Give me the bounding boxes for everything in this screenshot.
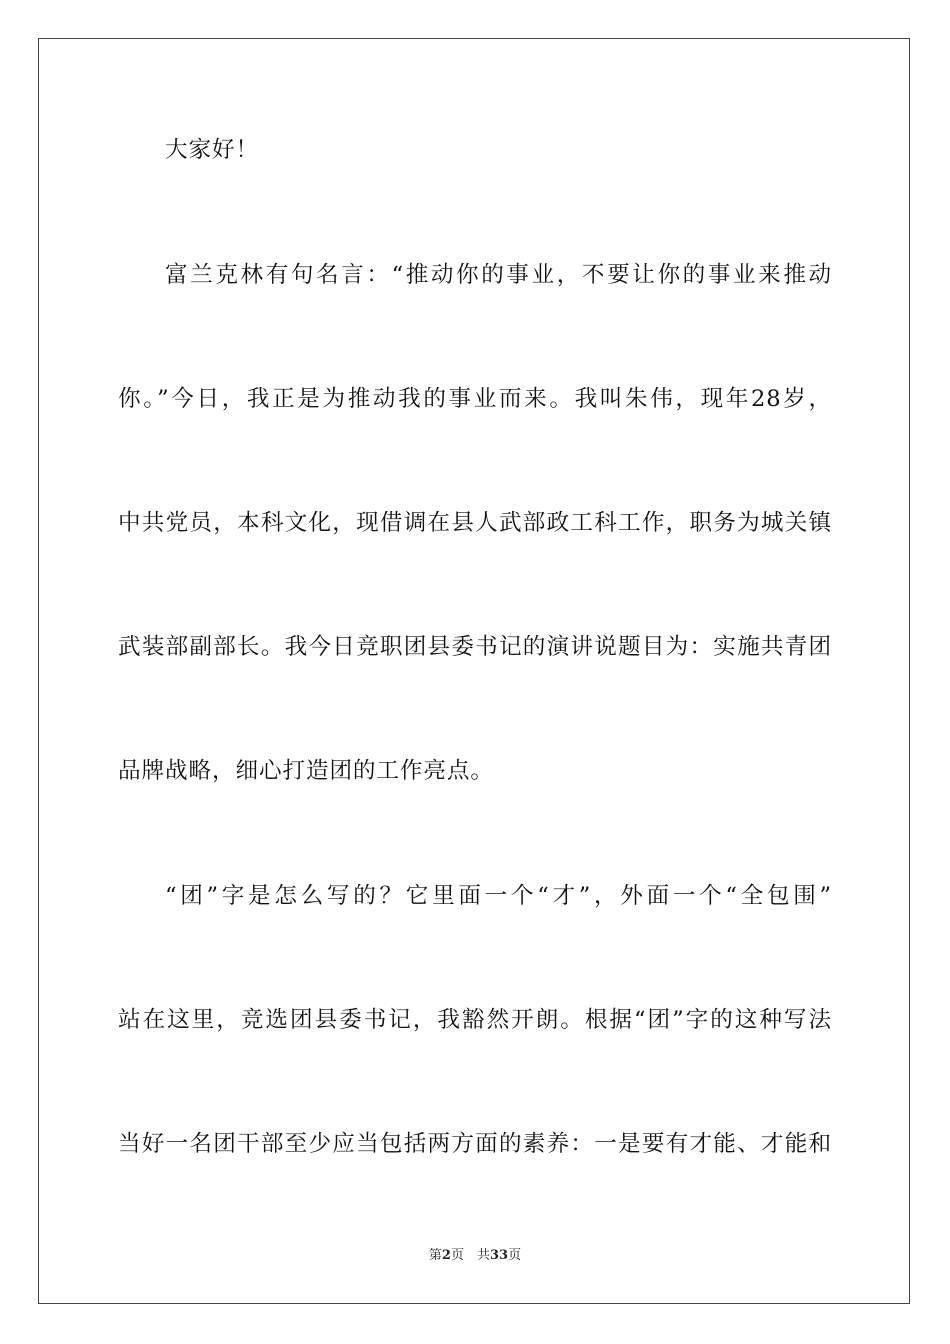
text-line: 中共党员，本科文化，现借调在县人武部政工科工作，职务为城关镇: [118, 510, 832, 536]
page-footer: [0, 1246, 950, 1266]
text-line: 品牌战略，细心打造团的工作亮点。: [118, 758, 494, 784]
text-line: 站在这里，竞选团县委书记，我豁然开朗。根据“团”字的这种写法: [118, 1007, 832, 1033]
footer-suffix: 页: [508, 1248, 522, 1263]
text-line: 你。”今日，我正是为推动我的事业而来。我叫朱伟，现年28岁，: [118, 386, 832, 412]
page-frame: [38, 38, 910, 1304]
text-line: 武装部副部长。我今日竞职团县委书记的演讲说题目为：实施共青团: [118, 634, 832, 660]
footer-mid: 页 共: [450, 1248, 490, 1263]
text-line: 富兰克林有句名言：“推动你的事业，不要让你的事业来推动: [165, 262, 832, 288]
footer-prefix: 第: [428, 1248, 442, 1263]
total-page-count: 33: [489, 1248, 509, 1263]
text-line-greeting: 大家好！: [165, 137, 259, 163]
text-line: “团”字是怎么写的？它里面一个“才”，外面一个“全包围”: [165, 883, 832, 909]
current-page-number: 2: [441, 1248, 451, 1263]
text-line: 当好一名团干部至少应当包括两方面的素养：一是要有才能、才能和: [118, 1131, 832, 1157]
